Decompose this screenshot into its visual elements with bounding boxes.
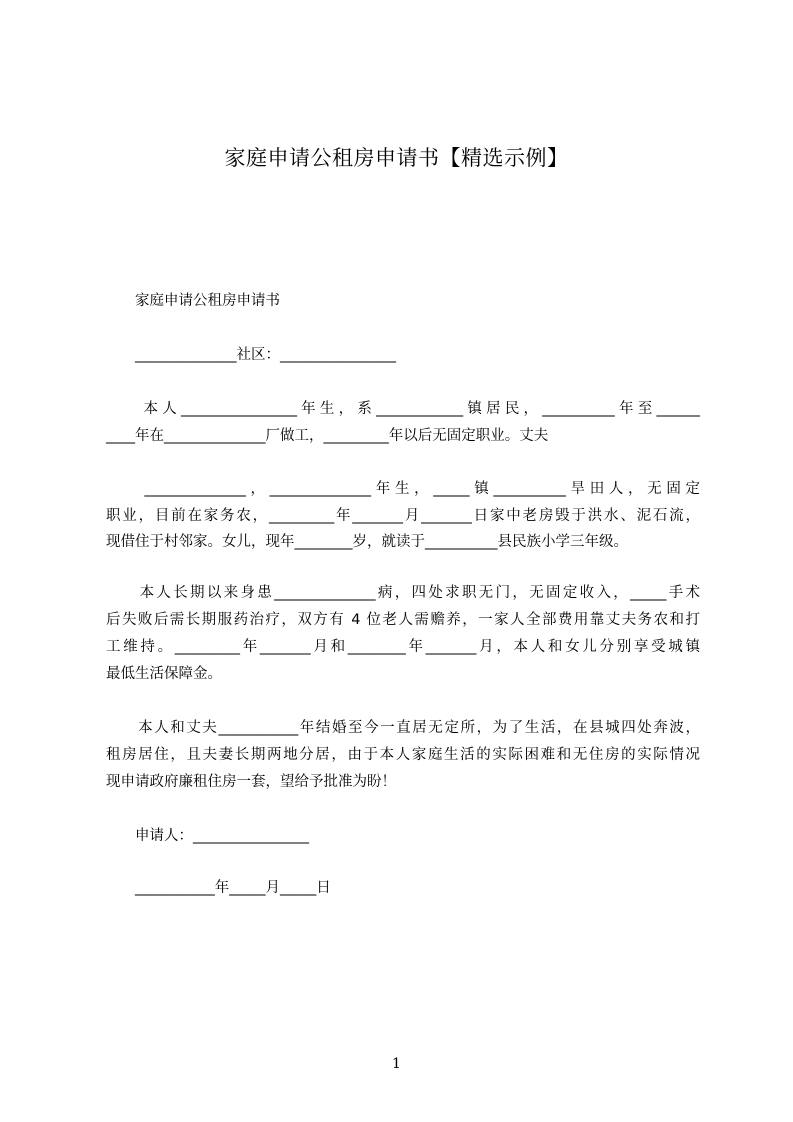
- applicant-signature-line: 申请人：________________: [106, 828, 309, 844]
- page-number: 1: [392, 1056, 401, 1072]
- paragraph-line: 职业，目前在家务农，_________年_______月_______日家中老房毁于洪水、泥石流，: [106, 508, 700, 524]
- date-line: ___________年_____月_____日: [106, 880, 331, 896]
- paragraph-line: 本人长期以来身患______________病，四处求职无门，无固定收入，_____手术: [106, 585, 700, 601]
- paragraph-line: 现借住于村邻家。女儿，现年________岁，就读于__________县民族小学三年级。: [106, 534, 628, 550]
- community-line: ______________社区：________________: [106, 347, 396, 363]
- paragraph-line: 工维持。_________年_______月和________年_______月，本人和女儿分别享受城镇: [106, 639, 700, 655]
- paragraph-line: 租房居住，且夫妻长期两地分居，由于本人家庭生活的实际困难和无住房的实际情况: [106, 747, 700, 763]
- paragraph-line: 本人________________年生，系____________镇居民，__________年至______: [106, 401, 700, 417]
- paragraph-line: 本人和丈夫___________年结婚至今一直居无定所，为了生活，在县城四处奔波，: [106, 720, 700, 736]
- paragraph-line: ____年在______________厂做工，_________年以后无固定职业。丈夫: [106, 428, 549, 444]
- paragraph-line: 最低生活保障金。: [106, 666, 222, 682]
- paragraph-line: 现申请政府廉租住房一套，望给予批准为盼！: [106, 774, 396, 790]
- paragraph-line: 后失败后需长期服药治疗，双方有 4 位老人需赡养，一家人全部费用靠丈夫务农和打: [106, 612, 700, 628]
- paragraph-line: ______________，______________年生，_____镇__________旱田人，无固定: [106, 481, 700, 497]
- document-title: 家庭申请公租房申请书【精选示例】: [224, 146, 569, 170]
- letter-heading: 家庭申请公租房申请书: [106, 293, 280, 309]
